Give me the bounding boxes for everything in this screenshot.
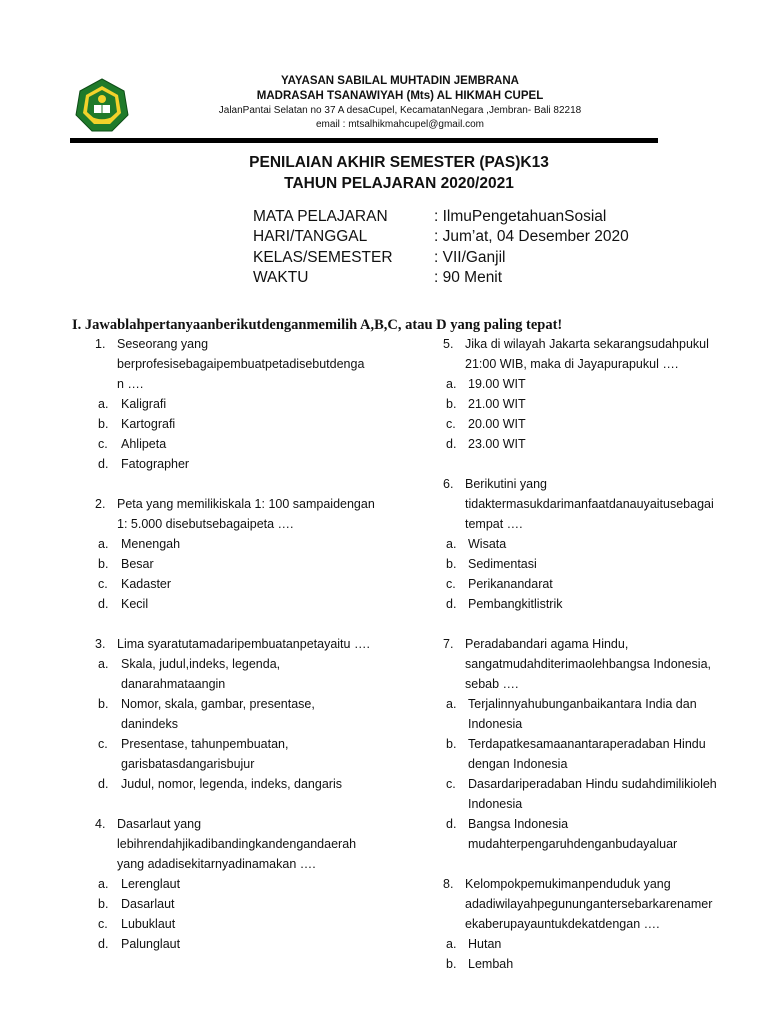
info-label: HARI/TANGGAL <box>253 228 368 246</box>
option-text: Bangsa Indonesia <box>468 817 569 831</box>
option-text: Hutan <box>468 937 502 951</box>
option-text: garisbatasdangarisbujur <box>121 757 255 771</box>
question-text: Peta yang memilikiskala 1: 100 sampaidengan <box>117 497 375 511</box>
option-text: 20.00 WIT <box>468 417 526 431</box>
question-number: 2. <box>95 497 106 511</box>
option-letter: c. <box>446 777 456 791</box>
option-text: Lubuklaut <box>121 917 176 931</box>
school-address: JalanPantai Selatan no 37 A desaCupel, KecamatanNegara ,Jembran- Bali 82218 <box>218 105 582 116</box>
option-letter: d. <box>98 457 109 471</box>
option-text: Palunglaut <box>121 937 181 951</box>
option-text: danindeks <box>121 717 178 731</box>
school-name: MADRASAH TSANAWIYAH (Mts) AL HIKMAH CUPEL <box>256 90 544 102</box>
question-number: 4. <box>95 817 106 831</box>
info-row <box>253 208 629 228</box>
option-letter: b. <box>98 697 109 711</box>
info-label: WAKTU <box>253 268 309 286</box>
question-text: ekaberupayauntukdekatdengan …. <box>465 917 660 931</box>
question-text: adadiwilayahpegunungantersebarkarenamer <box>465 897 713 911</box>
option-letter: a. <box>446 697 457 711</box>
option-text: Lerenglaut <box>121 877 181 891</box>
question-text: sebab …. <box>465 677 519 691</box>
question-text: yang adadisekitarnyadinamakan …. <box>117 857 316 871</box>
option-text: Pembangkitlistrik <box>468 597 563 611</box>
option-letter: b. <box>98 417 109 431</box>
info-value: : VII/Ganjil <box>434 248 506 266</box>
option-letter: d. <box>446 437 457 451</box>
info-value: : 90 Menit <box>434 268 503 286</box>
option-letter: a. <box>446 937 457 951</box>
option-text: Nomor, skala, gambar, presentase, <box>121 697 315 711</box>
option-letter: c. <box>98 577 108 591</box>
question-text: Seseorang yang <box>117 337 209 351</box>
academic-year: TAHUN PELAJARAN 2020/2021 <box>284 175 514 192</box>
letterhead <box>130 74 670 132</box>
option-letter: c. <box>446 417 456 431</box>
option-text: 21.00 WIT <box>468 397 526 411</box>
kemenag-emblem-icon <box>74 77 130 133</box>
option-text: Dasarlaut <box>121 897 175 911</box>
question-number: 8. <box>443 877 454 891</box>
info-row <box>253 249 629 269</box>
info-value: : IlmuPengetahuanSosial <box>434 208 607 225</box>
option-text: Terdapatkesamaanantaraperadaban Hindu <box>468 737 706 751</box>
option-letter: b. <box>98 557 109 571</box>
foundation-name: YAYASAN SABILAL MUHTADIN JEMBRANA <box>281 75 519 87</box>
option-letter: d. <box>446 597 457 611</box>
exam-title: PENILAIAN AKHIR SEMESTER (PAS)K13 <box>249 154 549 171</box>
option-letter: a. <box>98 537 109 551</box>
question-text: Dasarlaut yang <box>117 817 202 831</box>
option-letter: b. <box>98 897 109 911</box>
option-text: Sedimentasi <box>468 557 537 571</box>
option-text: dengan Indonesia <box>468 757 568 771</box>
question-text: Berikutini yang <box>465 477 547 491</box>
option-text: mudahterpengaruhdenganbudayaluar <box>468 837 678 851</box>
option-letter: d. <box>98 777 109 791</box>
option-text: Menengah <box>121 537 181 551</box>
question-text: Peradabandari agama Hindu, <box>465 637 629 651</box>
question-text: berprofesisebagaipembuatpetadisebutdenga <box>117 357 365 371</box>
option-text: Indonesia <box>468 717 523 731</box>
option-text: Besar <box>121 557 154 571</box>
question-text: Lima syaratutamadaripembuatanpetayaitu …. <box>117 637 370 651</box>
question-number: 5. <box>443 337 454 351</box>
option-letter: c. <box>98 737 108 751</box>
option-letter: a. <box>98 877 109 891</box>
option-letter: b. <box>446 957 457 971</box>
question-text: tidaktermasukdarimanfaatdanauyaitusebagai <box>465 497 714 511</box>
exam-info <box>253 208 629 289</box>
question-number: 3. <box>95 637 106 651</box>
option-letter: b. <box>446 397 457 411</box>
question-text: Kelompokpemukimanpenduduk yang <box>465 877 671 891</box>
info-row <box>253 269 629 289</box>
option-text: Fatographer <box>121 457 190 471</box>
option-letter: a. <box>98 657 109 671</box>
question-text: n …. <box>117 377 144 391</box>
option-text: Wisata <box>468 537 507 551</box>
header-divider <box>70 138 658 143</box>
option-text: 19.00 WIT <box>468 377 526 391</box>
option-letter: c. <box>446 577 456 591</box>
info-label: MATA PELAJARAN <box>253 208 388 225</box>
option-text: Judul, nomor, legenda, indeks, dangaris <box>121 777 342 791</box>
question-text: tempat …. <box>465 517 523 531</box>
question-text: sangatmudahditerimaolehbangsa Indonesia, <box>465 657 712 671</box>
option-text: Lembah <box>468 957 514 971</box>
option-text: Perikanandarat <box>468 577 553 591</box>
section-instruction: I. Jawablahpertanyaanberikutdenganmemilih A,B,C, atau D yang paling tepat! <box>72 317 563 333</box>
option-text: Kadaster <box>121 577 172 591</box>
option-letter: d. <box>98 937 109 951</box>
option-letter: a. <box>446 537 457 551</box>
question-text: 1: 5.000 disebutsebagaipeta …. <box>117 517 294 531</box>
school-email: email : mtsalhikmahcupel@gmail.com <box>316 119 484 130</box>
option-text: Skala, judul,indeks, legenda, <box>121 657 281 671</box>
option-letter: a. <box>98 397 109 411</box>
option-letter: c. <box>98 437 108 451</box>
option-text: Kaligrafi <box>121 397 167 411</box>
option-text: Presentase, tahunpembuatan, <box>121 737 289 751</box>
option-letter: b. <box>446 557 457 571</box>
info-row <box>253 228 629 248</box>
option-text: Ahlipeta <box>121 437 167 451</box>
option-text: Kecil <box>121 597 149 611</box>
info-label: KELAS/SEMESTER <box>253 248 393 266</box>
option-letter: b. <box>446 737 457 751</box>
option-letter: a. <box>446 377 457 391</box>
option-text: danarahmataangin <box>121 677 226 691</box>
question-text: lebihrendahjikadibandingkandengandaerah <box>117 837 357 851</box>
option-text: 23.00 WIT <box>468 437 526 451</box>
info-value: : Jum’at, 04 Desember 2020 <box>434 228 629 246</box>
option-letter: d. <box>446 817 457 831</box>
option-letter: d. <box>98 597 109 611</box>
question-number: 6. <box>443 477 454 491</box>
question-number: 1. <box>95 337 106 351</box>
option-text: Dasardariperadaban Hindu sudahdimilikioleh <box>468 777 717 791</box>
option-text: Indonesia <box>468 797 523 811</box>
option-letter: c. <box>98 917 108 931</box>
option-text: Kartografi <box>121 417 176 431</box>
option-text: Terjalinnyahubunganbaikantara India dan <box>468 697 697 711</box>
question-text: 21:00 WIB, maka di Jayapurapukul …. <box>465 357 679 371</box>
question-number: 7. <box>443 637 454 651</box>
question-text: Jika di wilayah Jakarta sekarangsudahpukul <box>465 337 709 351</box>
